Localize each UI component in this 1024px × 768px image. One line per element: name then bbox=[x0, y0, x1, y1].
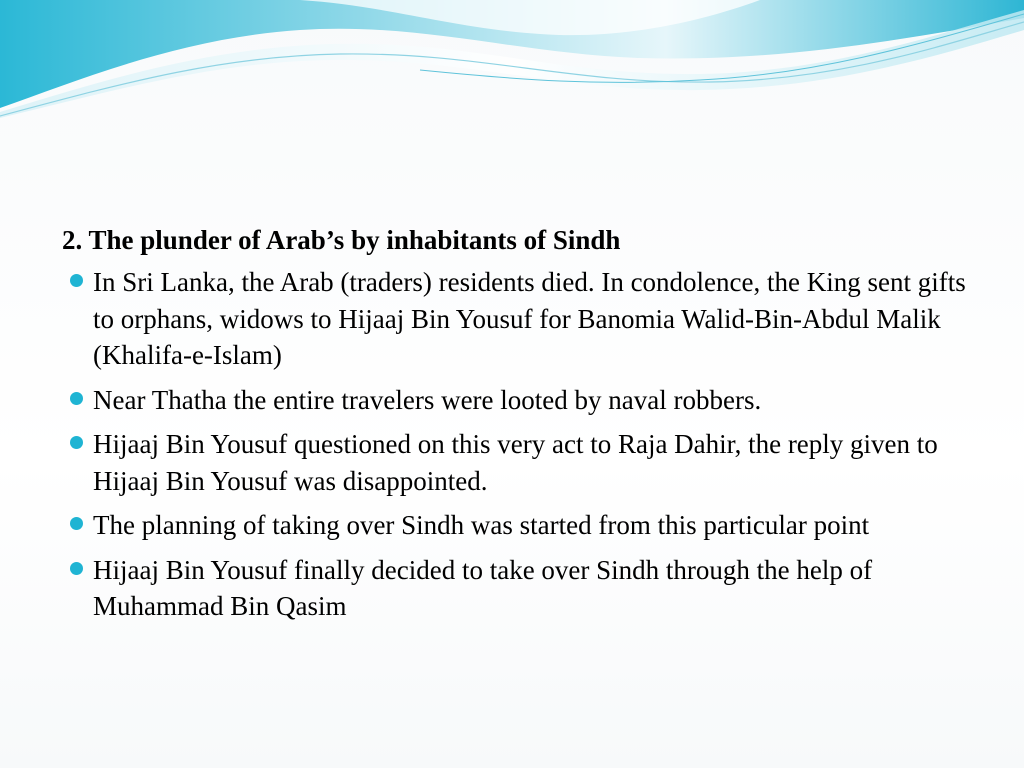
bullet-text: The planning of taking over Sindh was started from this particular point bbox=[93, 510, 870, 540]
bullet-text: Hijaaj Bin Yousuf finally decided to take over Sindh through the help of Muhammad Bin Qasim bbox=[93, 554, 873, 621]
bullet-item bbox=[62, 264, 982, 374]
filled-circle-icon bbox=[70, 392, 83, 405]
bullet-item bbox=[62, 382, 982, 419]
filled-circle-icon bbox=[70, 562, 83, 575]
bullet-list bbox=[62, 264, 982, 625]
slide-heading: 2. The plunder of Arab’s by inhabitants of Sindh bbox=[62, 225, 621, 255]
header-wave-decoration bbox=[0, 0, 1024, 130]
filled-circle-icon bbox=[70, 274, 83, 287]
filled-circle-icon bbox=[70, 517, 83, 530]
bullet-item bbox=[62, 426, 982, 499]
bullet-item bbox=[62, 507, 982, 544]
slide-content bbox=[62, 222, 982, 633]
bullet-text: Near Thatha the entire travelers were looted by naval robbers. bbox=[93, 384, 762, 415]
bullet-text: In Sri Lanka, the Arab (traders) residents died. In condolence, the King sent gifts to orphans, widows to Hijaaj Bin Yousuf for Banomia Walid-Bin-Abdul Malik (Khalifa-e-Islam) bbox=[93, 267, 966, 370]
bullet-item bbox=[62, 552, 982, 625]
bullet-text: Hijaaj Bin Yousuf questioned on this very act to Raja Dahir, the reply given to Hijaaj Bin Yousuf was disappointed. bbox=[93, 429, 938, 496]
filled-circle-icon bbox=[70, 436, 83, 449]
